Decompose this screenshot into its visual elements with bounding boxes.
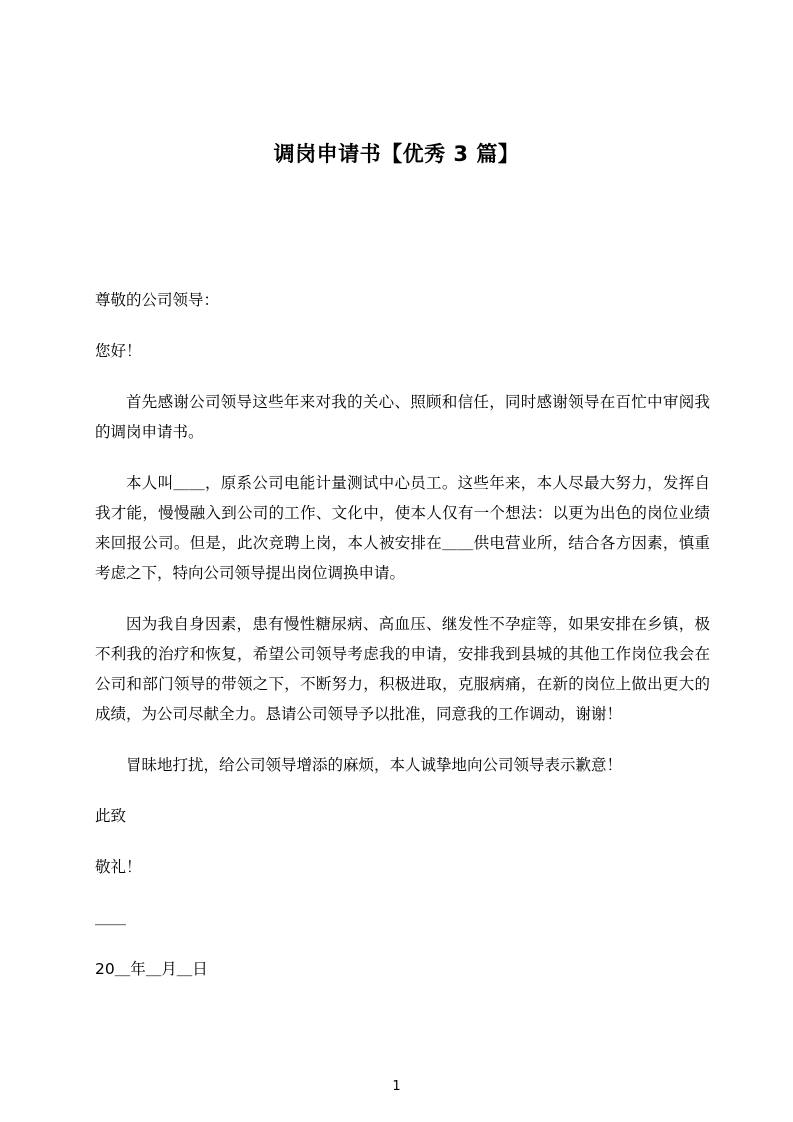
- paragraph-greeting: 您好！: [95, 342, 142, 360]
- signature-date-line: 20＿年＿月＿日: [95, 960, 208, 978]
- paragraph-apology: 冒昧地打扰，给公司领导增添的麻烦，本人诚挚地向公司领导表示歉意！: [126, 756, 623, 774]
- paragraph-self-intro: 本人叫＿＿，原系公司电能计量测试中心员工。这些年来，本人尽最大努力，发挥自我才能，慢慢融入到公司的工作、文化中，使本人仅有一个想法：以更为出色的岗位业绩来回报公司。但是，此次竞聘上岗，本人被安排在＿＿供电营业所，结合各方因素，慎重考虑之下，特向公司领导提出岗位调换申请。: [95, 474, 710, 582]
- document-body: [95, 285, 710, 1005]
- signature-name-line: ＿＿: [95, 909, 127, 927]
- paragraph-reason: 因为我自身因素，患有慢性糖尿病、高血压、继发性不孕症等，如果安排在乡镇，极不利我的治疗和恢复，希望公司领导考虑我的申请，安排我到县城的其他工作岗位我会在公司和部门领导的带领之下，不断努力，积极进取，克服病痛，在新的岗位上做出更大的成绩，为公司尽献全力。恳请公司领导予以批准，同意我的工作调动，谢谢！: [95, 615, 710, 723]
- paragraph-thanks: 首先感谢公司领导这些年来对我的关心、照顾和信任，同时感谢领导在百忙中审阅我的调岗申请书。: [95, 393, 710, 441]
- paragraph-closing-cizhi: 此致: [95, 807, 127, 825]
- paragraph-closing-jingli: 敬礼！: [95, 858, 142, 876]
- page-number: 1: [392, 1079, 401, 1094]
- page-title: 调岗申请书【优秀 3 篇】: [273, 142, 520, 166]
- paragraph-salutation: 尊敬的公司领导：: [95, 291, 220, 309]
